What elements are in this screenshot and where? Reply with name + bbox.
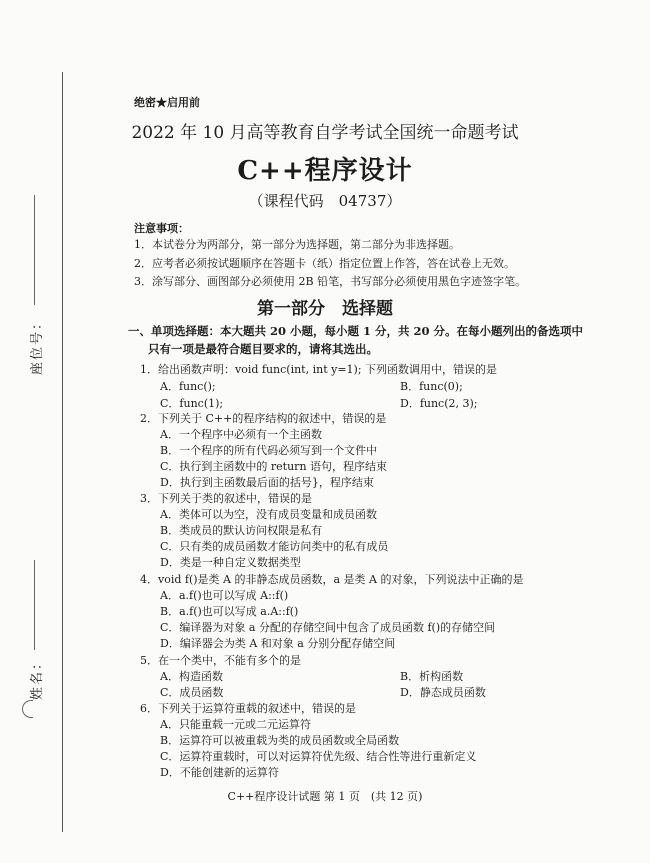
course-code: （课程代码 04737） (248, 192, 402, 210)
question-option: D．编译器会为类 A 和对象 a 分别分配存储空间 (160, 637, 396, 650)
question-option: A．只能重载一元或二元运算符 (160, 718, 311, 731)
question-option: B．func(0); (400, 380, 463, 393)
question-option: A．a.f()也可以写成 A::f() (160, 589, 289, 602)
section-instructions-line2: 只有一项是最符合题目要求的，请将其选出。 (148, 342, 378, 356)
question-option: B．a.f()也可以写成 a.A::f() (160, 605, 299, 618)
confidential-mark: 绝密★启用前 (134, 96, 200, 109)
question-option: B．运算符可以被重载为类的成员函数或全局函数 (160, 734, 400, 747)
note-item: 2．应考者必须按试题顺序在答题卡（纸）指定位置上作答，答在试卷上无效。 (134, 257, 515, 270)
question-option: C．运算符重载时，可以对运算符优先级、结合性等进行重新定义 (160, 750, 477, 763)
note-item: 3．涂写部分、画图部分必须使用 2B 铅笔，书写部分必须使用黑色字迹签字笔。 (134, 275, 527, 288)
question-option: C．func(1); (160, 397, 224, 410)
page-footer: C++程序设计试题 第 1 页 (共 12 页) (227, 790, 423, 803)
question-option: B．类成员的默认访问权限是私有 (160, 524, 323, 537)
question-option: D．func(2, 3); (400, 397, 478, 410)
question-option: B．一个程序的所有代码必须写到一个文件中 (160, 444, 378, 457)
question-option: B．析构函数 (400, 670, 464, 683)
name-underline (34, 560, 35, 650)
question-option: A．类体可以为空，没有成员变量和成员函数 (160, 508, 377, 521)
question-option: C．只有类的成员函数才能访问类中的私有成员 (160, 540, 389, 553)
question-option: C．成员函数 (160, 686, 224, 699)
question-option: D．类是一种自定义数据类型 (160, 556, 301, 569)
section-instructions-line1: 一、单项选择题：本大题共 20 小题，每小题 1 分，共 20 分。在每小题列出的备选项中 (128, 324, 584, 338)
binding-bracket (22, 700, 33, 718)
exam-title: 2022 年 10 月高等教育自学考试全国统一命题考试 (131, 123, 519, 143)
subject-title: C++程序设计 (237, 156, 413, 186)
notes-heading: 注意事项： (134, 222, 189, 235)
question-option: A．构造函数 (160, 670, 223, 683)
question-option: A．func(); (160, 380, 216, 393)
question-option: D．不能创建新的运算符 (160, 766, 279, 779)
seat-underline (34, 195, 35, 305)
question-option: C．编译器为对象 a 分配的存储空间中包含了成员函数 f()的存储空间 (160, 621, 496, 634)
question-stem: 4．void f()是类 A 的非静态成员函数，a 是类 A 的对象，下列说法中正确的是 (140, 573, 524, 586)
question-stem: 1．给出函数声明：void func(int, int y=1); 下列函数调用中，错误的是 (140, 363, 498, 376)
question-option: C．执行到主函数中的 return 语句，程序结束 (160, 460, 388, 473)
seat-number-label: 座位号： (30, 314, 45, 375)
note-item: 1．本试卷分为两部分，第一部分为选择题，第二部分为非选择题。 (134, 238, 460, 251)
section-instructions (128, 322, 608, 358)
question-option: D．静态成员函数 (400, 686, 486, 699)
question-stem: 5．在一个类中，不能有多个的是 (140, 654, 301, 667)
question-stem: 6．下列关于运算符重载的叙述中，错误的是 (140, 702, 356, 715)
question-option: D．执行到主函数最后面的括号}，程序结束 (160, 476, 374, 489)
name-label: 姓名： (30, 654, 45, 700)
question-stem: 3．下列关于类的叙述中，错误的是 (140, 492, 312, 505)
question-option: A．一个程序中必须有一个主函数 (160, 428, 322, 441)
question-stem: 2．下列关于 C++的程序结构的叙述中，错误的是 (140, 412, 387, 425)
part-one-title: 第一部分 选择题 (257, 299, 393, 319)
